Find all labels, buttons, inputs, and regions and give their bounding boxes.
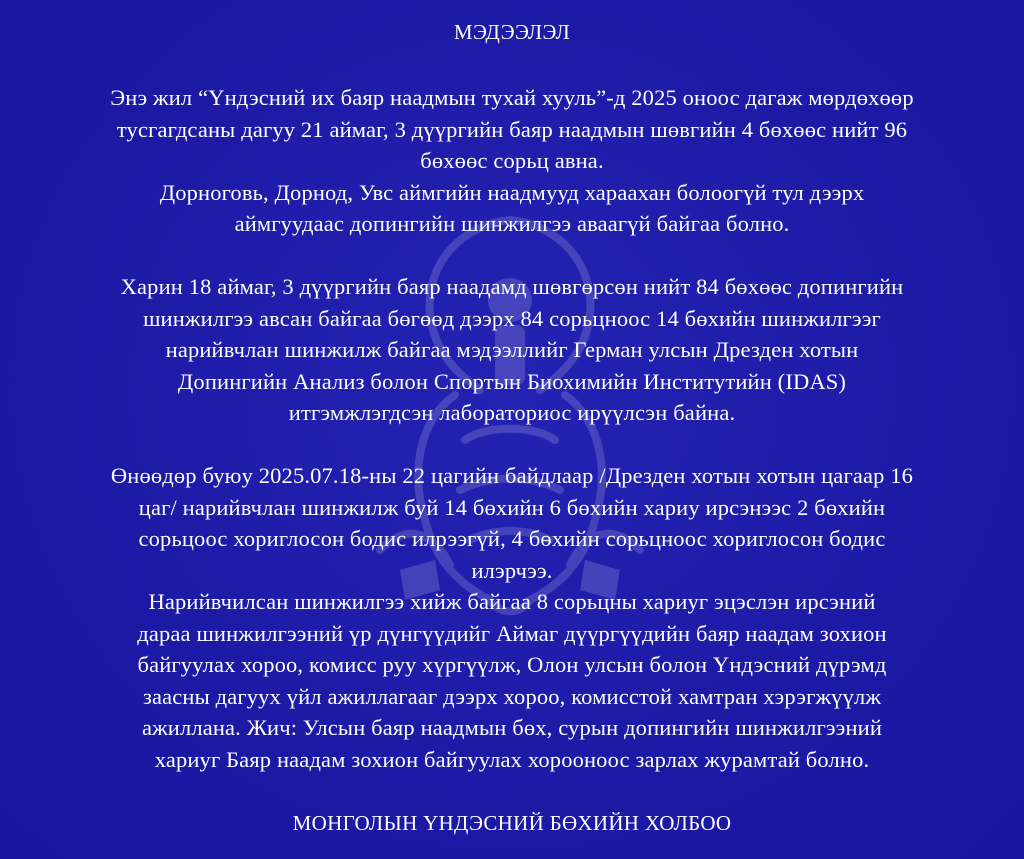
paragraph-line: нарийвчлан шинжилж байгаа мэдээллийг Герман улсын Дрезден хотын [165, 337, 859, 362]
paragraph-lab-analysis [0, 271, 1024, 429]
paragraph-line: Өнөөдөр буюу 2025.07.18-ны 22 цагийн байдлаар /Дрезден хотын хотын цагаар 16 [110, 463, 914, 488]
paragraph-line: итгэмжлэгдсэн лабораториос ирүүлсэн байна. [288, 400, 736, 425]
paragraph-line: сорьцоос хориглосон бодис илрээгүй, 4 бөхийн сорьцноос хориглосон бодис [138, 526, 886, 551]
paragraph-line: шинжилгээ авсан байгаа бөгөөд дээрх 84 сорьцноос 14 бөхийн шинжилгээг [143, 305, 881, 331]
paragraph-line: илэрчээ. [471, 557, 553, 583]
paragraph-line: Харин 18 аймаг, 3 дүүргийн баяр наадамд шөвгөрсөн нийт 84 бөхөөс допингийн [120, 274, 904, 299]
paragraph-sample-count [0, 82, 1024, 240]
organization-name: МОНГОЛЫН ҮНДЭСНИЙ БӨХИЙН ХОЛБОО [292, 811, 732, 835]
paragraph-line: заасны дагуух үйл ажиллагааг дээрх хороо, комисстой хамтран хэрэгжүүлж [142, 683, 882, 709]
paragraph-line: бөхөөс сорьц авна. [420, 148, 604, 173]
paragraph-line: хариуг Баяр наадам зохион байгуулах хорооноос зарлах журамтай болно. [154, 746, 870, 772]
paragraph-line: Дорноговь, Дорнод, Увс аймгийн наадмууд хараахан болоогүй тул дээрх [159, 179, 865, 205]
paragraph-line: байгуулах хороо, комисс руу хүргүүлж, Олон улсын болон Үндэсний дүрэмд [137, 652, 887, 677]
paragraph-results [0, 460, 1024, 775]
paragraph-line: цаг/ нарийвчлан шинжилж буй 14 бөхийн 6 бөхийн хариу ирсэнээс 2 бөхийн [138, 494, 886, 520]
paragraph-line: Энэ жил “Үндэсний их баяр наадмын тухай хууль”-д 2025 оноос дагаж мөрдөхөөр [110, 85, 914, 110]
paragraph-line: ажиллана. Жич: Улсын баяр наадмын бөх, сурын допингийн шинжилгээний [141, 715, 883, 740]
paragraph-line: аймгуудаас допингийн шинжилгээ аваагүй байгаа болно. [234, 211, 790, 236]
paragraph-line: дараа шинжилгээний үр дүнгүүдийг Аймаг дүүргүүдийн баяр наадам зохион [137, 620, 887, 646]
paragraph-line: Допингийн Анализ болон Спортын Биохимийн Институтийн (IDAS) [177, 368, 847, 394]
paragraph-line: Нарийвчилсан шинжилгээ хийж байгаа 8 сорьцны хариуг эцэслэн ирсэний [148, 589, 876, 614]
paragraph-line: тусгагдсаны дагуу 21 аймаг, 3 дүүргийн баяр наадмын шөвгийн 4 бөхөөс нийт 96 [116, 116, 908, 142]
notice-title: МЭДЭЭЛЭЛ [453, 20, 571, 44]
